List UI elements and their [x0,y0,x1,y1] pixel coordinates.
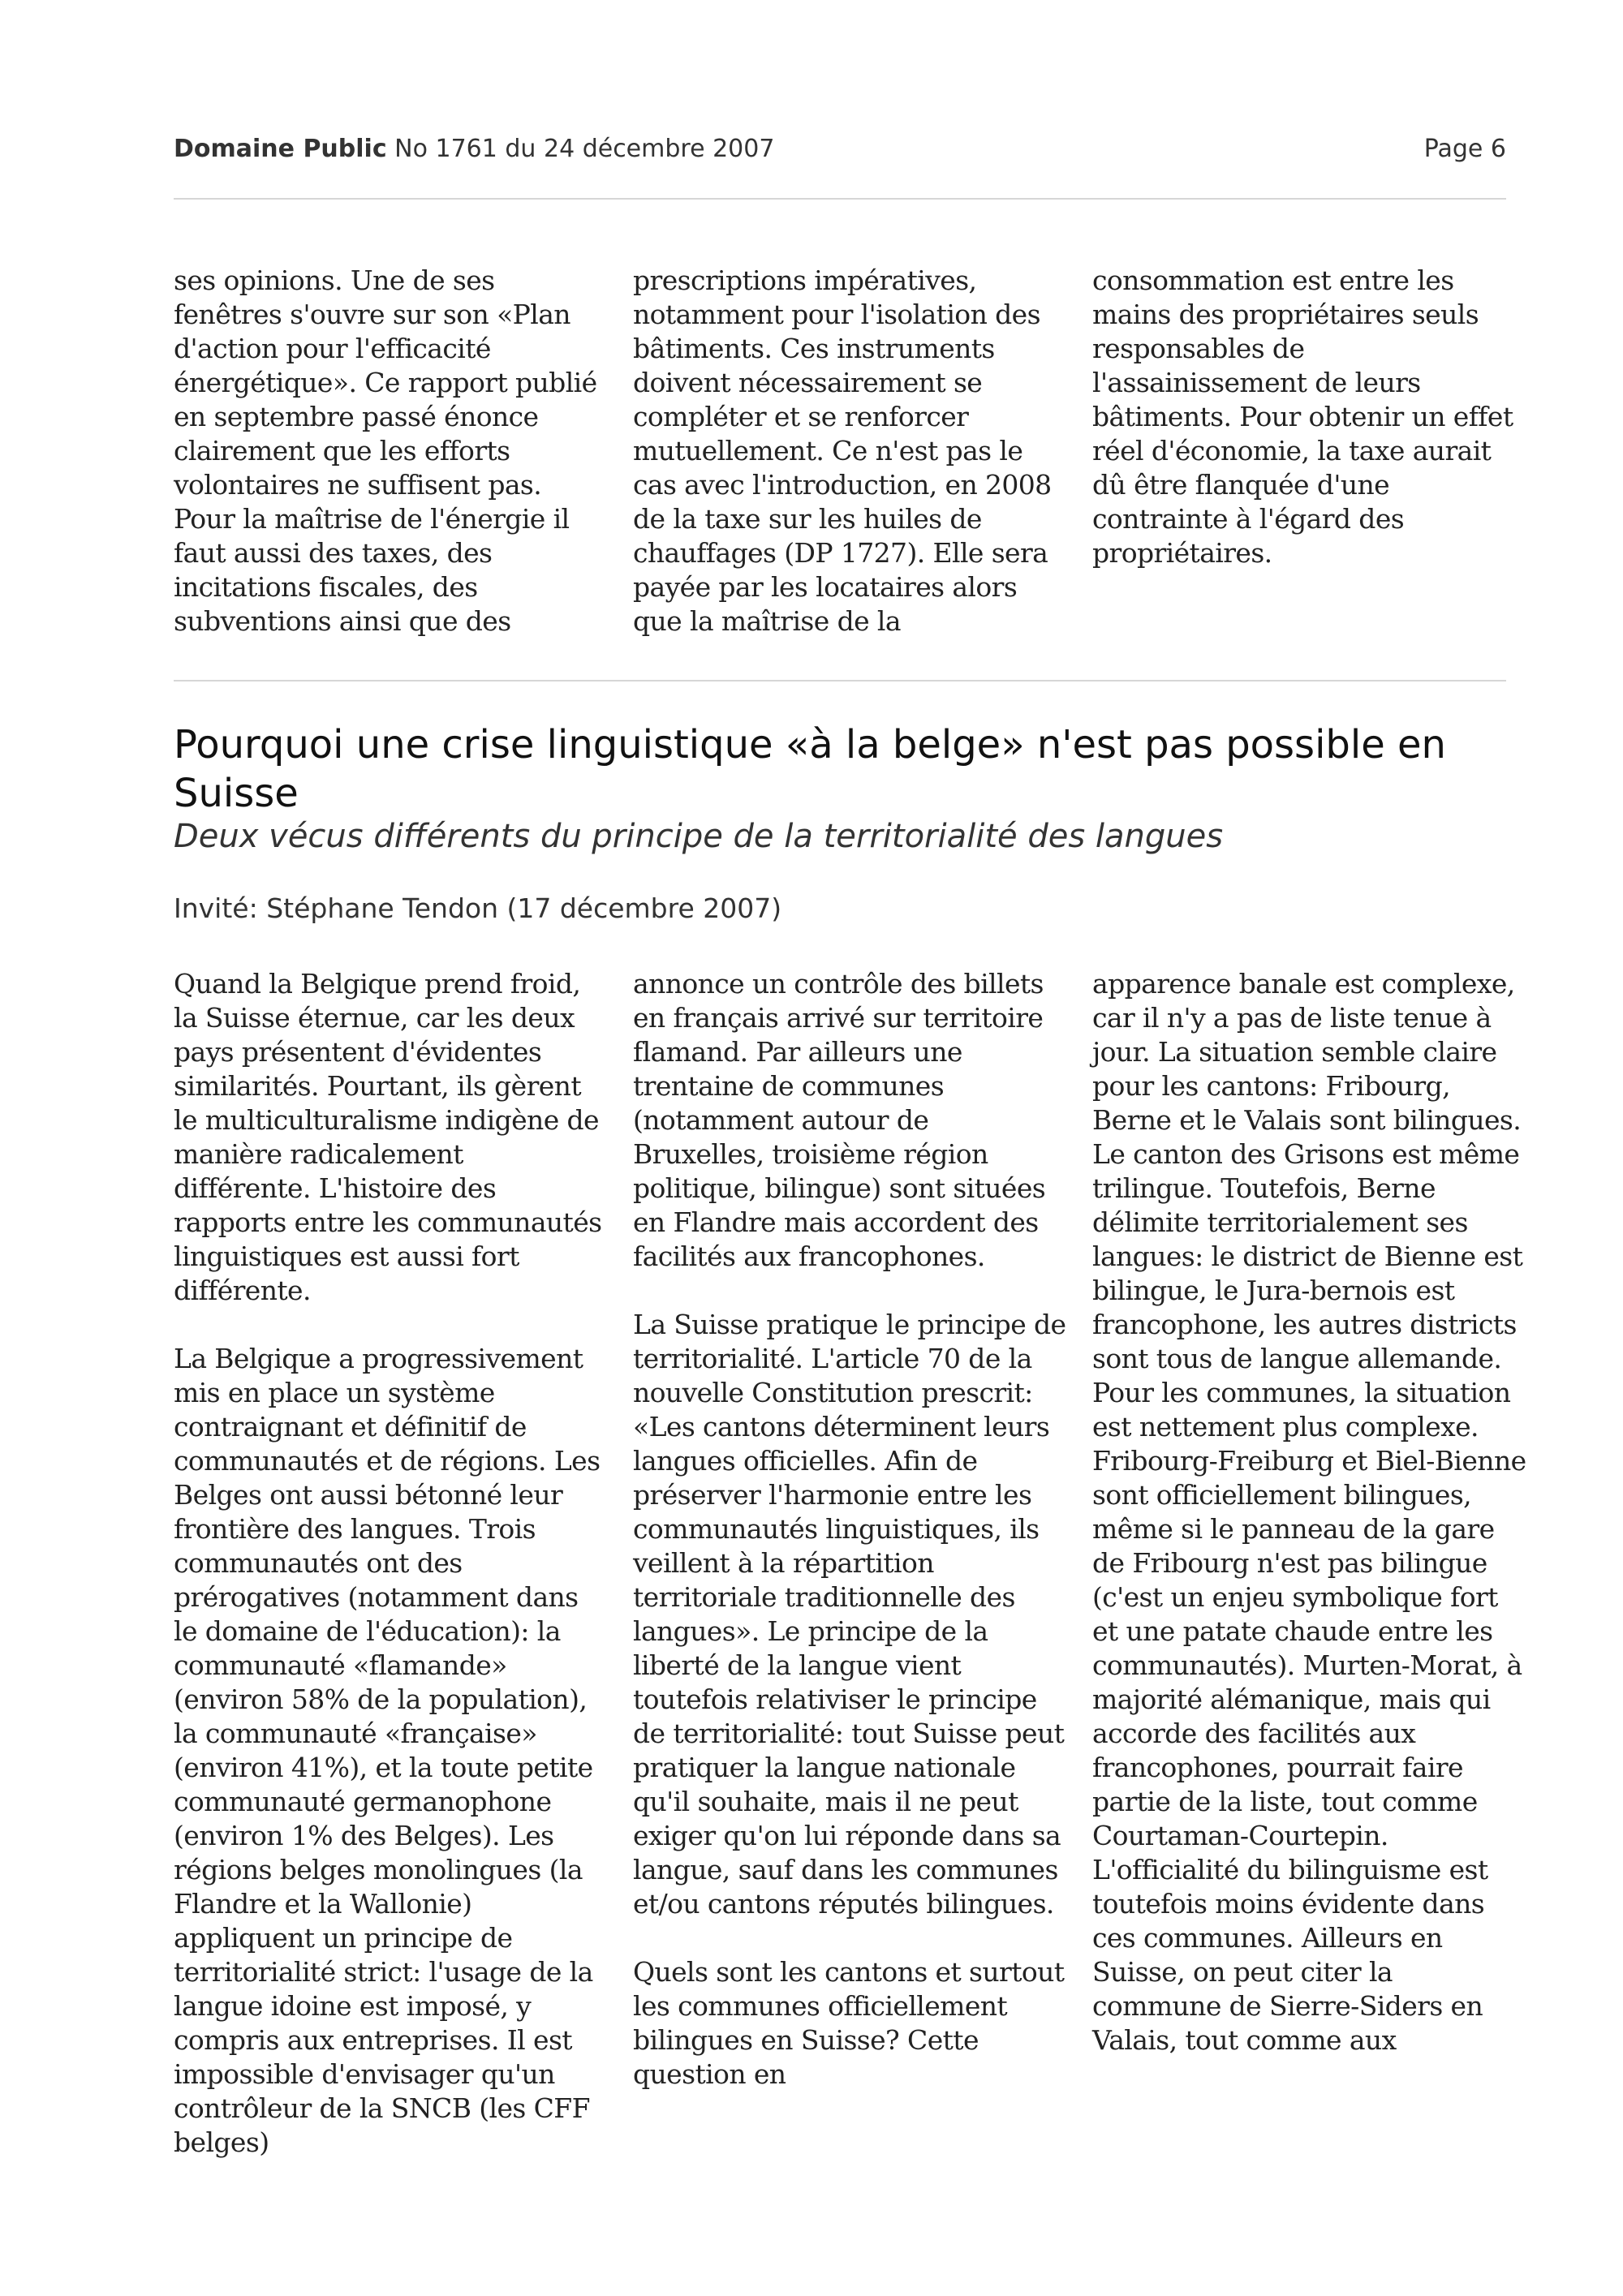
previous-article-column-1 [174,264,608,673]
paragraph: Quels sont les cantons et surtout les communes officiellement bilingues en Suisse? Cette question en [633,1956,1065,2090]
paragraph: annonce un contrôle des billets en français arrivé sur territoire flamand. Par ailleurs une trentaine de communes (notamment autour de Bruxelles, troisième région politique, bilingue) sont situées en Flandre mais accordent des facilités aux francophones. [633,968,1046,1272]
paragraph: Quand la Belgique prend froid, la Suisse éternue, car les deux pays présentent d'évidentes similarités. Pourtant, ils gèrent le multiculturalisme indigène de manière radicalement différente. L'histoire des rapports entre les communautés linguistiques est aussi fort différente. [174,968,602,1306]
article-divider [174,680,1506,681]
header-divider [174,198,1506,200]
page-number: Page 6 [1423,135,1506,163]
paragraph: La Suisse pratique le principe de territorialité. L'article 70 de la nouvelle Constitution prescrit: «Les cantons déterminent leurs langues officielles. Afin de préserver l'harmonie entre les communautés linguistiques, ils veillent à la répartition territoriale traditionnelle des langues». Le principe de la liberté de la langue vient toutefois relativiser le principe de territorialité: tout Suisse peut pratiquer la langue nationale qu'il souhaite, mais il ne peut exiger qu'on lui réponde dans sa langue, sauf dans les communes et/ou cantons réputés bilingues. [633,1309,1066,1920]
previous-article-column-2 [633,264,1067,673]
paragraph: La Belgique a progressivement mis en place un système contraignant et définitif de communautés et de régions. Les Belges ont aussi bétonné leur frontière des langues. Trois communautés ont des prérogatives (notamment dans le domaine de l'éducation): la communauté «flamande» (environ 58% de la population), la communauté «française» (environ 41%), et la toute petite communauté germanophone (environ 1% des Belges). Les régions belges monolingues (la Flandre et la Wallonie) appliquent un principe de territorialité strict: l'usage de la langue idoine est imposé, y compris aux entreprises. Il est impossible d'envisager qu'un contrôleur de la SNCB (les CFF belges) [174,1343,601,2158]
page-header [174,135,1506,167]
article-column-2 [633,967,1067,2126]
paragraph: prescriptions impératives, notamment pour l'isolation des bâtiments. Ces instruments doivent nécessairement se compléter et se renforcer mutuellement. Ce n'est pas le cas avec l'introduction, en 2008 de la taxe sur les huiles de chauffages (DP 1727). Elle sera payée par les locataires alors que la maîtrise de la [633,264,1052,637]
issue-info: No 1761 du 24 décembre 2007 [394,135,775,163]
article-column-3 [1092,967,1526,2092]
publication-name: Domaine Public [174,135,387,163]
paragraph: ses opinions. Une de ses fenêtres s'ouvre sur son «Plan d'action pour l'efficacité énergétique». Ce rapport publié en septembre passé énonce clairement que les efforts volontaires ne suffisent pas. Pour la maîtrise de l'énergie il faut aussi des taxes, des incitations fiscales, des subventions ainsi que des [174,264,597,637]
paragraph: apparence banale est complexe, car il n'y a pas de liste tenue à jour. La situation semble claire pour les cantons: Fribourg, Berne et le Valais sont bilingues. Le canton des Grisons est même trilingue. Toutefois, Berne délimite territorialement ses langues: le district de Bienne est bilingue, le Jura-bernois est francophone, les autres districts sont tous de langue allemande. Pour les communes, la situation est nettement plus complexe. Fribourg-Freiburg et Biel-Bienne sont officiellement bilingues, même si le panneau de la gare de Fribourg n'est pas bilingue (c'est un enjeu symbolique fort et une patate chaude entre les communautés). Murten-Morat, à majorité alémanique, mais qui accorde des facilités aux francophones, pourrait faire partie de la liste, tout comme Courtaman-Courtepin. L'officialité du bilinguisme est toutefois moins évidente dans ces communes. Ailleurs en Suisse, on peut citer la commune de Sierre-Siders en Valais, tout comme aux [1092,968,1526,2056]
article-subtitle: Deux vécus différents du principe de la territorialité des langues [174,818,1224,855]
previous-article-column-3 [1092,264,1526,604]
paragraph: consommation est entre les mains des propriétaires seuls responsables de l'assainissement de leurs bâtiments. Pour obtenir un effet réel d'économie, la taxe aurait dû être flanquée d'une contrainte à l'égard des propriétaires. [1092,264,1513,569]
article-title: Pourquoi une crise linguistique «à la belge» n'est pas possible en Suisse [174,722,1446,816]
article-byline: Invité: Stéphane Tendon (17 décembre 2007) [174,892,782,924]
article-column-1 [174,967,608,2194]
